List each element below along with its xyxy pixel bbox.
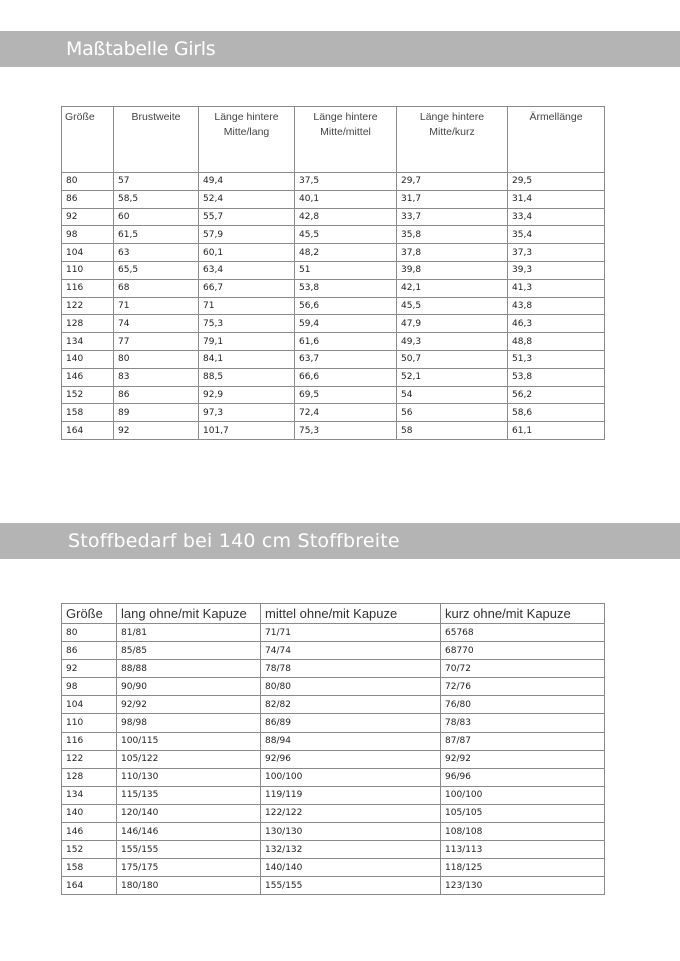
table-cell: 52,4 [199,190,295,208]
table-cell: 74 [114,315,199,333]
table-cell: 130/130 [261,823,441,841]
table-cell: 37,8 [397,244,508,262]
table-cell: 84,1 [199,350,295,368]
table-cell: 71/71 [261,624,441,642]
table-cell: 113/113 [441,841,605,859]
table-cell: 92 [62,660,117,678]
table-cell: 175/175 [117,859,261,877]
table-row [62,190,605,208]
table-cell: 68770 [441,642,605,660]
table-cell: 104 [62,244,114,262]
table-cell: 116 [62,279,114,297]
table-cell: 105/105 [441,804,605,822]
table-cell: 89 [114,404,199,422]
table-cell: 39,3 [508,261,605,279]
table-row [62,226,605,244]
table-cell: 48,8 [508,333,605,351]
table-cell: 152 [62,386,114,404]
table-cell: 116 [62,732,117,750]
table-cell: 42,1 [397,279,508,297]
table-cell: 158 [62,404,114,422]
table-cell: 43,8 [508,297,605,315]
table-row [62,315,605,333]
table-cell: 63,7 [295,350,397,368]
table-cell: 55,7 [199,208,295,226]
table-cell: 128 [62,315,114,333]
table-cell: 164 [62,422,114,440]
table-row [62,368,605,386]
table-cell: 51 [295,261,397,279]
table-cell: 41,3 [508,279,605,297]
table-cell: 31,4 [508,190,605,208]
table-header-row [62,604,605,624]
table-cell: 58 [397,422,508,440]
table-cell: 140/140 [261,859,441,877]
table-cell: 86 [62,642,117,660]
table-cell: 86/89 [261,714,441,732]
table-cell: 72,4 [295,404,397,422]
table-cell: 59,4 [295,315,397,333]
table-cell: 152 [62,841,117,859]
table-cell: 134 [62,786,117,804]
table-cell: 58,5 [114,190,199,208]
table-cell: 48,2 [295,244,397,262]
table-row [62,714,605,732]
table-cell: 97,3 [199,404,295,422]
table-cell: 45,5 [295,226,397,244]
table-cell: 123/130 [441,877,605,895]
table-cell: 155/155 [261,877,441,895]
table-cell: 158 [62,859,117,877]
table-cell: 37,5 [295,173,397,191]
table-cell: 105/122 [117,750,261,768]
column-header: lang ohne/mit Kapuze [117,604,261,624]
table-cell: 74/74 [261,642,441,660]
table-cell: 180/180 [117,877,261,895]
table-cell: 110/130 [117,768,261,786]
table-cell: 98 [62,226,114,244]
table-cell: 29,7 [397,173,508,191]
table-cell: 50,7 [397,350,508,368]
table-cell: 56,6 [295,297,397,315]
table-cell: 100/100 [441,786,605,804]
column-header: Größe [62,107,114,173]
table-cell: 46,3 [508,315,605,333]
table-cell: 78/78 [261,660,441,678]
table-cell: 122 [62,750,117,768]
column-header: mittel ohne/mit Kapuze [261,604,441,624]
table-cell: 104 [62,696,117,714]
column-header: Brustweite [114,107,199,173]
table-cell: 164 [62,877,117,895]
table-cell: 63,4 [199,261,295,279]
column-header: Länge hintere Mitte/mittel [295,107,397,173]
table-cell: 52,1 [397,368,508,386]
table-cell: 71 [199,297,295,315]
table-cell: 77 [114,333,199,351]
table-cell: 90/90 [117,678,261,696]
table-cell: 92/92 [441,750,605,768]
table-cell: 75,3 [295,422,397,440]
table-cell: 76/80 [441,696,605,714]
table-cell: 86 [62,190,114,208]
fabric-requirement-table [61,603,605,895]
table-cell: 31,7 [397,190,508,208]
table-cell: 140 [62,804,117,822]
table-cell: 40,1 [295,190,397,208]
table-cell: 54 [397,386,508,404]
table-row [62,261,605,279]
table-cell: 61,1 [508,422,605,440]
table-cell: 53,8 [508,368,605,386]
table-cell: 61,5 [114,226,199,244]
section-title-fabric-requirement: Stoffbedarf bei 140 cm Stoffbreite [0,523,680,559]
table-row [62,173,605,191]
table-cell: 128 [62,768,117,786]
table-cell: 33,4 [508,208,605,226]
table-cell: 58,6 [508,404,605,422]
table-row [62,877,605,895]
column-header: Länge hintere Mitte/kurz [397,107,508,173]
table-cell: 132/132 [261,841,441,859]
section-title-measurement-table: Maßtabelle Girls [0,31,680,67]
table-cell: 60,1 [199,244,295,262]
table-row [62,823,605,841]
table-cell: 56,2 [508,386,605,404]
table-row [62,279,605,297]
table-cell: 118/125 [441,859,605,877]
table-cell: 96/96 [441,768,605,786]
table-cell: 92,9 [199,386,295,404]
table-header-row [62,107,605,173]
table-cell: 100/100 [261,768,441,786]
table-row [62,386,605,404]
table-row [62,660,605,678]
table-cell: 92/92 [117,696,261,714]
table-cell: 75,3 [199,315,295,333]
table-cell: 146 [62,368,114,386]
table-cell: 68 [114,279,199,297]
table-row [62,350,605,368]
table-cell: 140 [62,350,114,368]
table-row [62,750,605,768]
table-cell: 69,5 [295,386,397,404]
table-cell: 119/119 [261,786,441,804]
table-cell: 51,3 [508,350,605,368]
table-row [62,624,605,642]
table-cell: 122/122 [261,804,441,822]
table-cell: 83 [114,368,199,386]
table-cell: 88/88 [117,660,261,678]
table-row [62,732,605,750]
table-cell: 88,5 [199,368,295,386]
table-cell: 88/94 [261,732,441,750]
table-cell: 70/72 [441,660,605,678]
table-cell: 81/81 [117,624,261,642]
table-cell: 47,9 [397,315,508,333]
table-cell: 92 [114,422,199,440]
table-cell: 66,6 [295,368,397,386]
table-cell: 39,8 [397,261,508,279]
column-header: Länge hintere Mitte/lang [199,107,295,173]
table-cell: 29,5 [508,173,605,191]
table-cell: 49,4 [199,173,295,191]
table-cell: 146/146 [117,823,261,841]
table-row [62,244,605,262]
table-cell: 78/83 [441,714,605,732]
table-cell: 71 [114,297,199,315]
table-cell: 100/115 [117,732,261,750]
table-row [62,859,605,877]
table-row [62,804,605,822]
table-cell: 80/80 [261,678,441,696]
table-cell: 60 [114,208,199,226]
table-row [62,696,605,714]
table-cell: 155/155 [117,841,261,859]
table-cell: 57,9 [199,226,295,244]
table-cell: 37,3 [508,244,605,262]
table-cell: 45,5 [397,297,508,315]
table-row [62,422,605,440]
table-row [62,333,605,351]
table-cell: 79,1 [199,333,295,351]
table-cell: 35,8 [397,226,508,244]
table-cell: 146 [62,823,117,841]
column-header: Größe [62,604,117,624]
table-cell: 56 [397,404,508,422]
table-row [62,786,605,804]
table-row [62,297,605,315]
table-cell: 87/87 [441,732,605,750]
table-cell: 72/76 [441,678,605,696]
table-cell: 101,7 [199,422,295,440]
table-cell: 63 [114,244,199,262]
table-cell: 49,3 [397,333,508,351]
table-cell: 82/82 [261,696,441,714]
measurement-table [61,106,605,440]
table-cell: 33,7 [397,208,508,226]
table-cell: 42,8 [295,208,397,226]
table-row [62,678,605,696]
table-cell: 57 [114,173,199,191]
table-cell: 98/98 [117,714,261,732]
table-cell: 108/108 [441,823,605,841]
table-row [62,841,605,859]
table-row [62,642,605,660]
table-cell: 85/85 [117,642,261,660]
table-cell: 110 [62,714,117,732]
table-cell: 65768 [441,624,605,642]
table-cell: 98 [62,678,117,696]
table-cell: 80 [114,350,199,368]
table-row [62,768,605,786]
table-cell: 65,5 [114,261,199,279]
table-cell: 115/135 [117,786,261,804]
table-cell: 53,8 [295,279,397,297]
table-cell: 61,6 [295,333,397,351]
column-header: Ärmellänge [508,107,605,173]
table-cell: 110 [62,261,114,279]
table-cell: 80 [62,173,114,191]
table-cell: 66,7 [199,279,295,297]
column-header: kurz ohne/mit Kapuze [441,604,605,624]
table-cell: 134 [62,333,114,351]
table-cell: 120/140 [117,804,261,822]
table-cell: 35,4 [508,226,605,244]
table-cell: 80 [62,624,117,642]
table-row [62,404,605,422]
table-cell: 92 [62,208,114,226]
table-row [62,208,605,226]
table-cell: 92/96 [261,750,441,768]
table-cell: 122 [62,297,114,315]
table-cell: 86 [114,386,199,404]
